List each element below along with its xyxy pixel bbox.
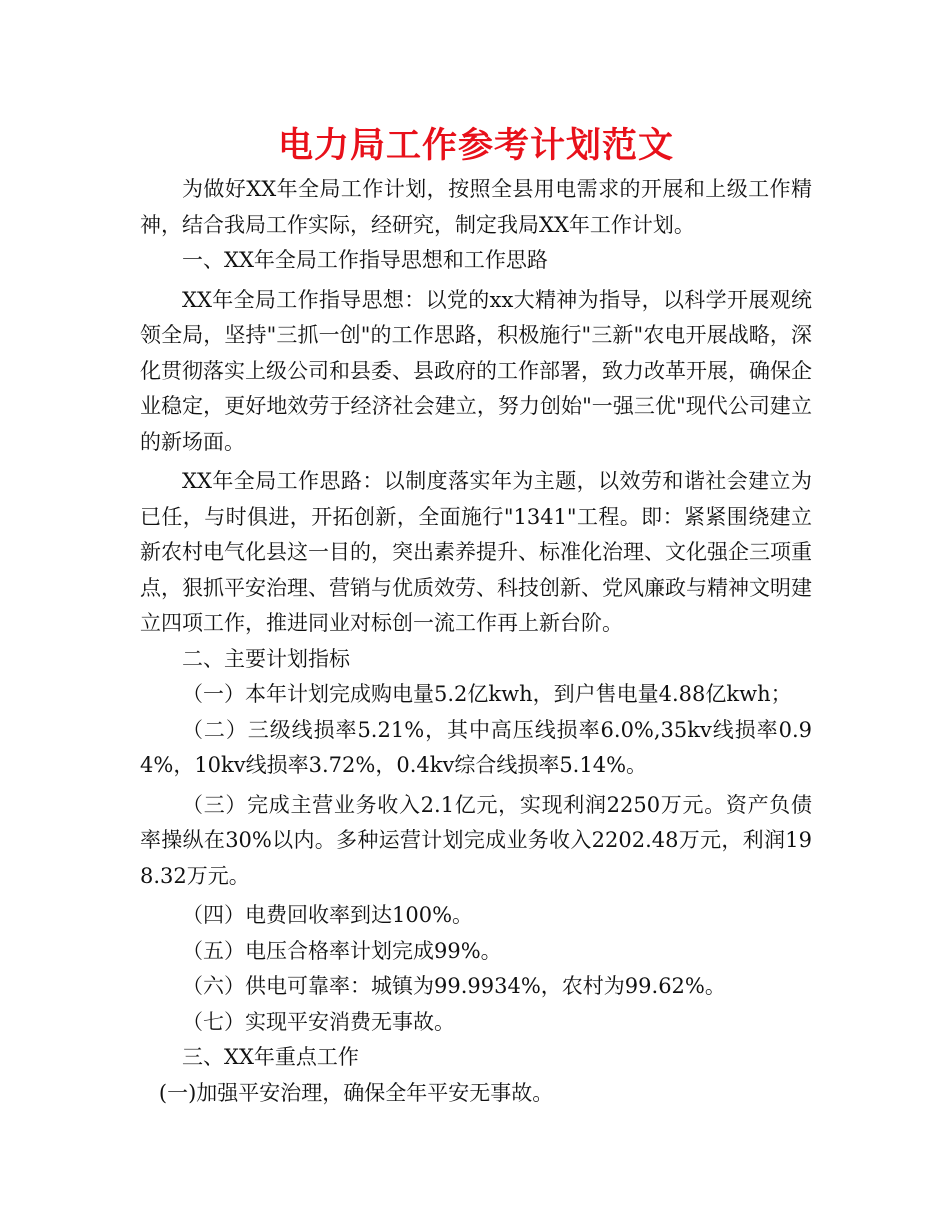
section-heading-2: 二、主要计划指标 [182, 646, 350, 671]
work-idea-paragraph: XX年全局工作思路：以制度落实年为主题，以效劳和谐社会建立为已任，与时俱进，开拓创新，全面施行"1341"工程。即：紧紧围绕建立新农村电气化县这一目的，突出素养提升、标准化治理、文化强企三项重点，狠抓平安治理、营销与优质效劳、科技创新、党风廉政与精神文明建立四项工作，推进同业对标创一流工作再上新台阶。 [140, 469, 812, 635]
intro-paragraph: 为做好XX年全局工作计划，按照全县用电需求的开展和上级工作精神，结合我局工作实际，经研究，制定我局XX年工作计划。 [140, 177, 812, 237]
indicator-item-6: （六）供电可靠率：城镇为99.9934%，农村为99.62%。 [182, 974, 726, 998]
section-heading-3: 三、XX年重点工作 [182, 1045, 359, 1069]
indicator-item-2: （二）三级线损率5.21%，其中高压线损率6.0%,35kv线损率0.94%，10kv线损率3.72%，0.4kv综合线损率5.14%。 [140, 717, 812, 777]
document-title: 电力局工作参考计划范文 [277, 126, 674, 166]
guiding-thought-paragraph: XX年全局工作指导思想：以党的xx大精神为指导，以科学开展观统领全局，坚持"三抓一创"的工作思路，积极施行"三新"农电开展战略，深化贯彻落实上级公司和县委、县政府的工作部署，致力改革开展，确保企业稳定，更好地效劳于经济社会建立，努力创始"一强三优"现代公司建立的新场面。 [140, 287, 812, 454]
indicator-item-4: （四）电费回收率到达100%。 [182, 903, 474, 927]
indicator-item-1: （一）本年计划完成购电量5.2亿kwh，到户售电量4.88亿kwh； [182, 682, 792, 706]
document-body [140, 120, 812, 1111]
key-work-item-1: (一)加强平安治理，确保全年平安无事故。 [158, 1080, 554, 1105]
indicator-item-7: （七）实现平安消费无事故。 [182, 1009, 455, 1034]
section-heading-1: 一、XX年全局工作指导思想和工作思路 [182, 248, 548, 272]
indicator-item-5: （五）电压合格率计划完成99%。 [182, 938, 502, 963]
indicator-item-3: （三）完成主营业务收入2.1亿元，实现利润2250万元。资产负债率操纵在30%以内。多种运营计划完成业务收入2202.48万元，利润198.32万元。 [140, 792, 812, 888]
